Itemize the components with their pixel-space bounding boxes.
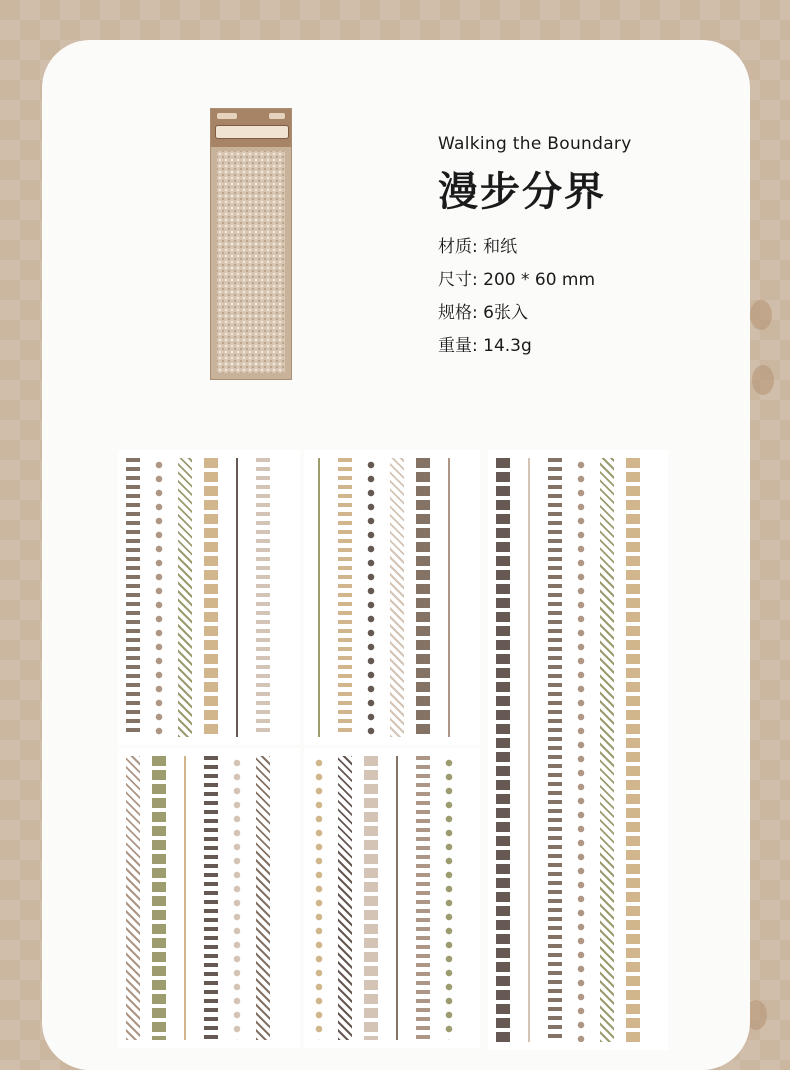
border-sticker-strip: [312, 458, 326, 737]
border-sticker-strip: [126, 756, 140, 1040]
border-sticker-strip: [178, 458, 192, 737]
border-sticker-strip: [364, 756, 378, 1040]
decor-dot: [752, 365, 774, 395]
border-sticker-strip: [548, 458, 562, 1042]
product-package-image: [210, 108, 292, 380]
sticker-sheet: [488, 450, 668, 1050]
product-info: [438, 134, 632, 363]
border-sticker-strip: [256, 756, 270, 1040]
product-english-name: Walking the Boundary: [438, 134, 632, 154]
spec-row-weight: [438, 330, 632, 363]
spec-row-material: [438, 231, 632, 264]
spec-value: 和纸: [483, 237, 518, 257]
border-sticker-strip: [442, 756, 456, 1040]
border-sticker-strip: [390, 756, 404, 1040]
package-pattern: [217, 151, 285, 373]
border-sticker-strip: [204, 756, 218, 1040]
package-title-label: [215, 125, 289, 139]
border-sticker-strip: [574, 458, 588, 1042]
border-sticker-strip: [496, 458, 510, 1042]
border-sticker-strip: [230, 458, 244, 737]
spec-value: 6张入: [483, 303, 528, 323]
border-sticker-strip: [416, 756, 430, 1040]
spec-row-size: [438, 264, 632, 297]
package-tag: [269, 113, 285, 119]
border-sticker-strip: [626, 458, 640, 1042]
spec-label: 材质:: [438, 237, 478, 257]
spec-label: 规格:: [438, 303, 478, 323]
product-chinese-name: 漫步分界: [438, 169, 606, 215]
border-sticker-strip: [522, 458, 536, 1042]
border-sticker-strip: [152, 458, 166, 737]
border-sticker-strip: [364, 458, 378, 737]
border-sticker-strip: [152, 756, 166, 1040]
spec-list: [438, 231, 632, 363]
decor-dot: [750, 300, 772, 330]
sticker-sheet: [304, 748, 480, 1048]
spec-row-spec: [438, 297, 632, 330]
border-sticker-strip: [600, 458, 614, 1042]
border-sticker-strip: [416, 458, 430, 737]
package-brand-logo: [217, 113, 237, 119]
sticker-sheet: [118, 748, 300, 1048]
spec-label: 重量:: [438, 336, 478, 356]
sticker-sheet: [118, 450, 300, 745]
border-sticker-strip: [256, 458, 270, 737]
border-sticker-strip: [204, 458, 218, 737]
border-sticker-strip: [338, 458, 352, 737]
package-header: [211, 109, 291, 147]
border-sticker-strip: [390, 458, 404, 737]
spec-value: 200 * 60 mm: [483, 270, 596, 290]
border-sticker-strip: [338, 756, 352, 1040]
border-sticker-strip: [312, 756, 326, 1040]
border-sticker-strip: [178, 756, 192, 1040]
border-sticker-strip: [442, 458, 456, 737]
spec-label: 尺寸:: [438, 270, 478, 290]
border-sticker-strip: [126, 458, 140, 737]
sticker-sheet: [304, 450, 480, 745]
spec-value: 14.3g: [483, 336, 532, 356]
border-sticker-strip: [230, 756, 244, 1040]
